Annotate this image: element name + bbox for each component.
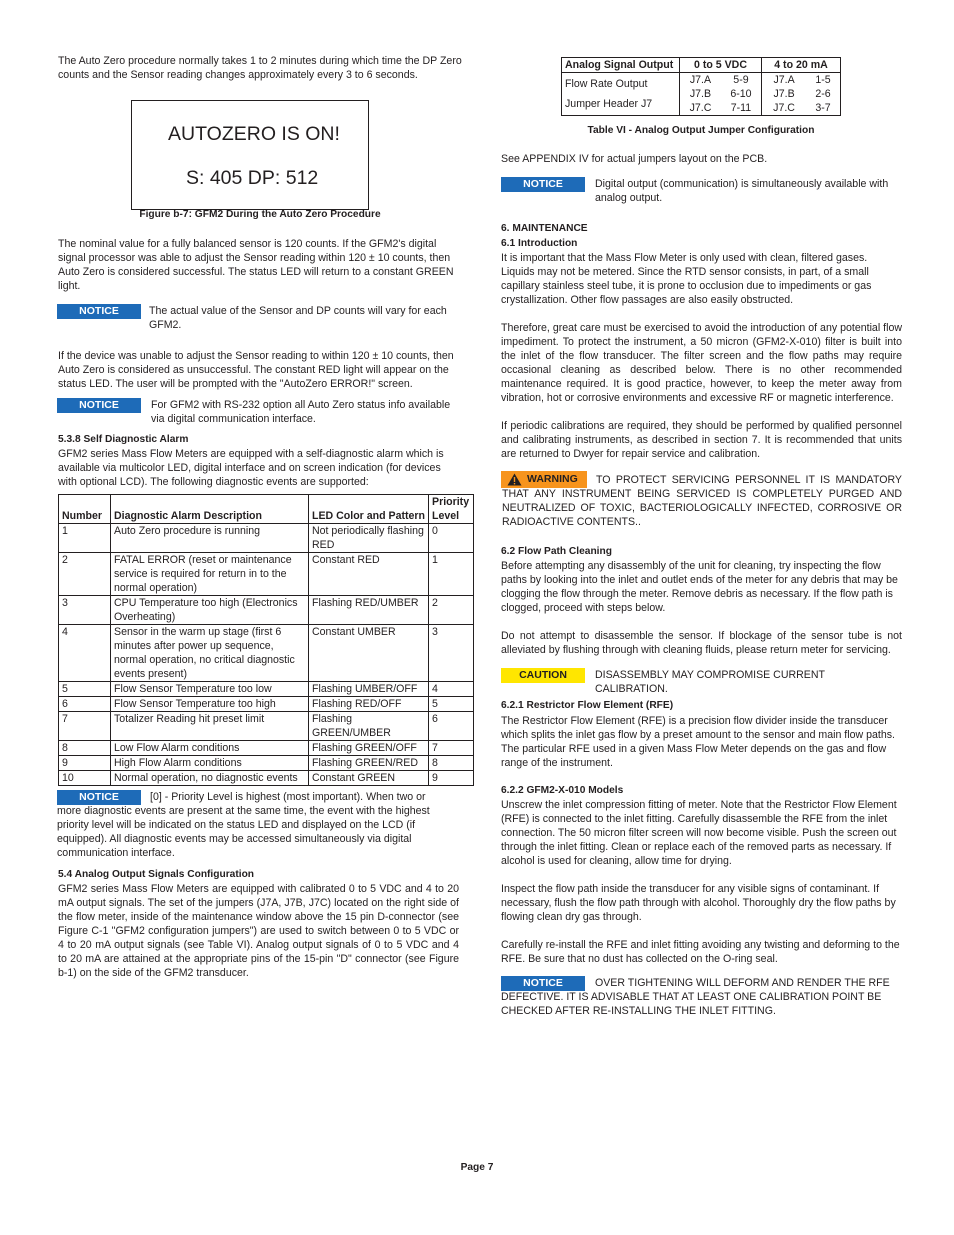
analog-output-paragraph: GFM2 series Mass Flow Meters are equipped with calibrated 0 to 5 VDC and 4 to 20 mA output signals. The set of the jumpers (J7A, J7B, J7C) located on the right side of the flow meter, inside of the maintenance window above the 15 pin D-connector (see Figure C-1 "GFM2 configuration jumpers") are used to switch between 0 to 5 VDC or 4 to 20 mA output signals (see Table VI). Analog output signals of 0 to 5 VDC and 4 to 20 mA are attained at the appropriate pins of the 15-pin "D" connector (see Figure b-1) on the side of the GFM2 transducer. xyxy=(58,883,459,979)
vdc-pin-a: 5-9 xyxy=(733,74,749,86)
column-header-led: LED Color and Pattern xyxy=(309,495,429,524)
cell-priority: 2 xyxy=(429,596,474,625)
column-header-number: Number xyxy=(59,495,111,524)
cell-priority: 0 xyxy=(429,524,474,553)
table-row xyxy=(59,771,474,786)
flow-path-paragraph-a: Before attempting any disassembly of the unit for cleaning, try inspecting the flow paths by looking into the inlet and outlet ends of the meter for any debris that may be clogging the flow through the meter. Remove debris as necessary. If the flow path is clogged, proceed with steps below. xyxy=(501,560,898,614)
cell-priority: 5 xyxy=(429,697,474,712)
cell-led-pattern: Flashing GREEN/RED xyxy=(309,756,429,771)
cell-description: Sensor in the warm up stage (first 6 minutes after power up sequence, normal operation, no critical diagnostic events present) xyxy=(111,625,309,682)
table-header-row xyxy=(59,495,474,524)
ma-jumper-c: J7.C xyxy=(773,102,795,114)
warning-text: TO PROTECT SERVICING PERSONNEL IT IS MANDATORY THAT ANY INSTRUMENT BEING SERVICED IS COMPLETELY PURGED AND NEUTRALIZED OF TOXIC, BACTERIOLOGICALLY INFECTED, CORROSIVE OR RADIOACTIVE CONTENTS.. xyxy=(502,474,902,528)
rfe-paragraph: The Restrictor Flow Element (RFE) is a precision flow divider inside the transducer which splits the inlet gas flow by a preset amount to the sensor and main flow paths. The particular RFE used in a given Mass Flow Meter depends on the gas and flow range of the instrument. xyxy=(501,715,895,769)
flow-path-paragraph-b: Do not attempt to disassemble the sensor. If blockage of the sensor tube is not alleviated by flushing through with cleaning fluids, please return meter for servicing. xyxy=(501,630,902,656)
figure-caption: Figure b-7: GFM2 During the Auto Zero Procedure xyxy=(139,209,381,220)
cell-description: Auto Zero procedure is running xyxy=(111,524,309,553)
ma-pin-c: 3-7 xyxy=(815,102,831,114)
page-number: Page 7 xyxy=(460,1162,494,1173)
jumper-header-vdc: 0 to 5 VDC xyxy=(680,58,762,73)
cell-led-pattern: Not periodically flashing RED xyxy=(309,524,429,553)
unable-paragraph: If the device was unable to adjust the Sensor reading to within 120 ± 10 counts, then Auto Zero is considered as unsuccessful. The constant RED light will appear on the status LED. The user will be prompted with the "AutoZero ERROR!" screen. xyxy=(58,350,454,390)
self-diagnostic-paragraph: GFM2 series Mass Flow Meters are equipped with a self-diagnostic alarm which is available via multicolor LED, digital interface and on screen indication (for devices with optional LCD). The following diagnostic events are supported: xyxy=(58,448,444,488)
display-line-2: S: 405 DP: 512 xyxy=(186,167,319,189)
models-paragraph-a: Unscrew the inlet compression fitting of meter. Note that the Restrictor Flow Element (RFE) is connected to the inlet fitting. Carefully disassemble the RFE from the inlet connection. The 50 micron filter screen will now become visible. Push the screen out through the inlet fitting. Clean or replace each of the removed parts as necessary. If alcohol is used for cleaning, allow time for drying. xyxy=(501,799,897,867)
cell-description: Low Flow Alarm conditions xyxy=(111,741,309,756)
vdc-jumper-c: J7.C xyxy=(689,102,712,114)
cell-led-pattern: Constant UMBER xyxy=(309,625,429,682)
models-paragraph-c: Carefully re-install the RFE and inlet fitting avoiding any twisting and deforming to the RFE. Be sure that no dust has collected on the O-ring seal. xyxy=(501,939,900,965)
cell-led-pattern: Flashing RED/OFF xyxy=(309,697,429,712)
notice-text-counts: The actual value of the Sensor and DP counts will vary for each GFM2. xyxy=(149,305,447,331)
cell-description: CPU Temperature too high (Electronics Overheating) xyxy=(111,596,309,625)
cell-priority: 1 xyxy=(429,553,474,596)
cell-description: Flow Sensor Temperature too high xyxy=(111,697,309,712)
autozero-display-figure xyxy=(131,100,369,210)
cell-priority: 7 xyxy=(429,741,474,756)
ma-jumper-a: J7.A xyxy=(773,74,795,86)
jumper-header-signal: Analog Signal Output xyxy=(562,58,680,73)
table-row xyxy=(59,553,474,596)
cell-led-pattern: Constant GREEN xyxy=(309,771,429,786)
ma-jumper-b: J7.B xyxy=(773,88,795,100)
vdc-jumper-b: J7.B xyxy=(689,88,712,100)
table-row xyxy=(59,712,474,741)
cell-led-pattern: Constant RED xyxy=(309,553,429,596)
ma-pins xyxy=(806,73,840,116)
introduction-paragraph-c: If periodic calibrations are required, they should be performed by qualified personnel and calibrating instruments, as described in section 7. It is recommended that units are returned to Dwyer for repair service and calibration. xyxy=(501,420,902,460)
notice-badge: NOTICE xyxy=(57,398,141,413)
models-paragraph-b: Inspect the flow path inside the transducer for any visible signs of contaminant. If necessary, flush the flow path through with alcohol. Thoroughly dry the flow paths by flowing clean dry gas through. xyxy=(501,883,896,923)
vdc-jumpers xyxy=(680,73,721,116)
notice-text-digital: Digital output (communication) is simultaneously available with analog output. xyxy=(595,178,889,204)
cell-number: 9 xyxy=(59,756,111,771)
cell-led-pattern: Flashing GREEN/OFF xyxy=(309,741,429,756)
cell-priority: 3 xyxy=(429,625,474,682)
table-row xyxy=(59,596,474,625)
cell-description: Flow Sensor Temperature too low xyxy=(111,682,309,697)
cell-number: 4 xyxy=(59,625,111,682)
notice-text-overtightening: OVER TIGHTENING WILL DEFORM AND RENDER THE RFE DEFECTIVE. IT IS ADVISABLE THAT AT LEAST ONE CALIBRATION POINT BE CHECKED AFTER RE-INSTALLING THE INLET FITTING. xyxy=(501,977,890,1017)
jumper-row-labels xyxy=(562,73,680,116)
table-row xyxy=(59,524,474,553)
analog-output-jumper-table xyxy=(561,57,841,116)
cell-priority: 6 xyxy=(429,712,474,741)
label-flow-rate-output: Flow Rate Output xyxy=(565,78,648,90)
cell-led-pattern: Flashing UMBER/OFF xyxy=(309,682,429,697)
section-heading-538: 5.3.8 Self Diagnostic Alarm xyxy=(58,434,189,445)
table-row xyxy=(59,682,474,697)
cell-number: 2 xyxy=(59,553,111,596)
caution-badge: CAUTION xyxy=(501,668,585,683)
ma-pin-b: 2-6 xyxy=(815,88,831,100)
cell-priority: 8 xyxy=(429,756,474,771)
cell-number: 1 xyxy=(59,524,111,553)
introduction-paragraph-b: Therefore, great care must be exercised to avoid the introduction of any potential flow impediment. To protect the instrument, a 50 micron (GFM2-X-010) filter is built into the inlet of the flow transducer. The filter screen and the flow paths may require occasional cleaning as described below. There is no other recommended maintenance required. It is good practice, however, to keep the meter away from vibration, hot or corrosive environments and excessive RF or magnetic interference. xyxy=(501,322,902,404)
cell-led-pattern: Flashing RED/UMBER xyxy=(309,596,429,625)
vdc-pin-c: 7-11 xyxy=(730,102,752,114)
cell-description: Totalizer Reading hit preset limit xyxy=(111,712,309,741)
section-heading-6: 6. MAINTENANCE xyxy=(501,223,588,234)
section-heading-621: 6.2.1 Restrictor Flow Element (RFE) xyxy=(501,700,674,711)
caution-text: DISASSEMBLY MAY COMPROMISE CURRENT CALIBRATION. xyxy=(595,669,825,695)
notice-badge: NOTICE xyxy=(501,177,585,192)
notice-text-rs232: For GFM2 with RS-232 option all Auto Zero status info available via digital communication interface. xyxy=(151,399,451,425)
notice-badge: NOTICE xyxy=(501,976,585,991)
diagnostic-alarm-table xyxy=(58,494,474,786)
intro-paragraph: The Auto Zero procedure normally takes 1 to 2 minutes during which time the DP Zero counts and the Sensor reading changes approximately every 3 to 6 seconds. xyxy=(58,55,462,81)
cell-number: 5 xyxy=(59,682,111,697)
section-heading-62: 6.2 Flow Path Cleaning xyxy=(501,546,612,557)
jumper-table-body xyxy=(562,73,841,116)
cell-priority: 4 xyxy=(429,682,474,697)
ma-jumpers xyxy=(762,73,807,116)
table-row xyxy=(59,697,474,712)
warning-label: WARNING xyxy=(527,473,578,485)
jumper-table-header xyxy=(562,58,841,73)
table-row xyxy=(59,625,474,682)
column-header-description: Diagnostic Alarm Description xyxy=(111,495,309,524)
cell-number: 7 xyxy=(59,712,111,741)
notice-badge: NOTICE xyxy=(57,304,141,319)
notice-text-priority: [0] - Priority Level is highest (most important). When two or more diagnostic events are present at the same time, the event with the highest priority level will be indicated on the status LED and displayed on the LCD (if equipped). All diagnostic events may be accessed simultaneously via digital communication interface. xyxy=(57,791,430,859)
cell-number: 8 xyxy=(59,741,111,756)
vdc-pins xyxy=(721,73,762,116)
cell-number: 3 xyxy=(59,596,111,625)
label-jumper-header: Jumper Header J7 xyxy=(565,98,653,110)
cell-number: 10 xyxy=(59,771,111,786)
cell-priority: 9 xyxy=(429,771,474,786)
notice-badge: NOTICE xyxy=(57,790,141,805)
table-row xyxy=(59,756,474,771)
cell-description: Normal operation, no diagnostic events xyxy=(111,771,309,786)
vdc-jumper-a: J7.A xyxy=(689,74,712,86)
column-header-priority: Priority Level xyxy=(429,495,474,524)
ma-pin-a: 1-5 xyxy=(815,74,831,86)
vdc-pin-b: 6-10 xyxy=(730,88,752,100)
introduction-paragraph-a: It is important that the Mass Flow Meter is only used with clean, filtered gases. Liquids may not be metered. Since the RTD sensor consists, in part, of a small capillary stainless steel tube, it is prone to occlusion due to impediments or gas crystallization. Other flow passages are also easily obstructed. xyxy=(501,252,872,306)
see-appendix-paragraph: See APPENDIX IV for actual jumpers layout on the PCB. xyxy=(501,153,768,165)
section-heading-622: 6.2.2 GFM2-X-010 Models xyxy=(501,785,624,796)
table-caption: Table VI - Analog Output Jumper Configuration xyxy=(587,125,815,136)
nominal-paragraph: The nominal value for a fully balanced sensor is 120 counts. If the GFM2's digital signal processor was able to adjust the Sensor reading within 120 ± 10 counts, then Auto Zero is considered successful. The status LED will return to a constant GREEN light. xyxy=(58,238,454,292)
display-line-1: AUTOZERO IS ON! xyxy=(168,123,340,145)
cell-description: FATAL ERROR (reset or maintenance service is required for return in to the normal operation) xyxy=(111,553,309,596)
section-heading-61: 6.1 Introduction xyxy=(501,238,578,249)
cell-number: 6 xyxy=(59,697,111,712)
section-heading-54: 5.4 Analog Output Signals Configuration xyxy=(58,869,255,880)
cell-led-pattern: Flashing GREEN/UMBER xyxy=(309,712,429,741)
jumper-header-ma: 4 to 20 mA xyxy=(762,58,841,73)
table-row xyxy=(59,741,474,756)
cell-description: High Flow Alarm conditions xyxy=(111,756,309,771)
